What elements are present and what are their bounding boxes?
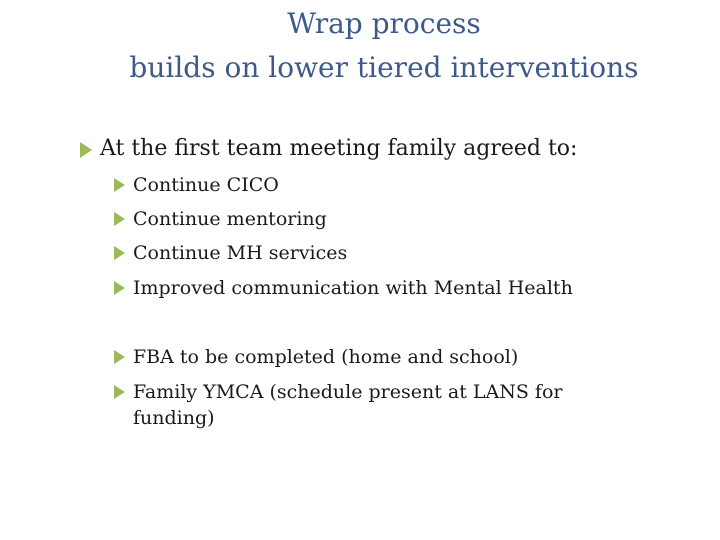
sub-bullet [114, 206, 603, 232]
main-bullet-text: At the first team meeting family agreed to: [100, 136, 578, 161]
sub-bullet [114, 172, 603, 198]
bullet-arrow-icon [114, 178, 125, 192]
sub-bullet-text: Improved communication with Mental Health [133, 277, 573, 299]
sub-bullet-text: Family YMCA (schedule present at LANS for funding) [133, 381, 563, 429]
bullet-arrow-icon [114, 212, 125, 226]
sub-bullet-text: Continue CICO [133, 174, 279, 196]
sub-bullet [114, 275, 603, 301]
bullet-arrow-icon [114, 350, 125, 364]
sub-bullet-text: Continue MH services [133, 242, 348, 264]
title-line-2: builds on lower tiered interventions [129, 51, 639, 84]
sub-bullet-text: Continue mentoring [133, 208, 327, 230]
bullet-arrow-icon [114, 246, 125, 260]
title-line-1: Wrap process [287, 7, 481, 40]
sub-bullet [114, 379, 603, 431]
sub-bullet [114, 240, 603, 266]
bullet-arrow-icon [80, 142, 92, 158]
sub-bullet-text: FBA to be completed (home and school) [133, 346, 519, 368]
sub-bullet [114, 344, 603, 370]
bullet-arrow-icon [114, 281, 125, 295]
main-bullet [80, 134, 577, 164]
bullet-arrow-icon [114, 385, 125, 399]
